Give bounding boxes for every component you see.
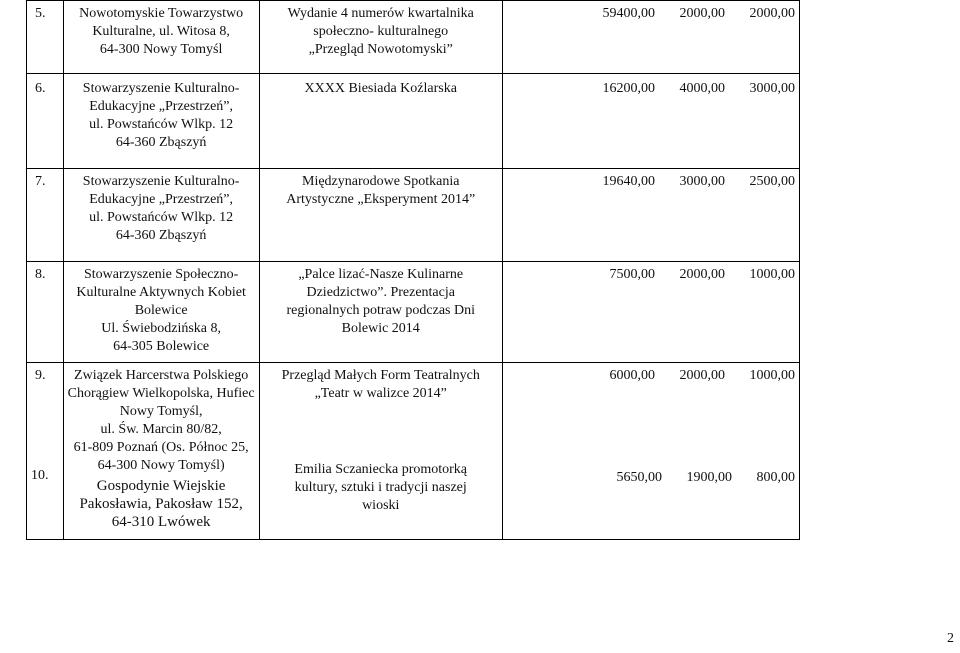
org-line: 64-300 Nowy Tomyśl) [97, 458, 225, 473]
task-line: Wydanie 4 numerów kwartalnika [287, 6, 474, 21]
task-cell [259, 1, 502, 74]
org-line: Pakosławia, Pakosław 152, [79, 496, 243, 512]
requested-amount: 4000,00 [679, 81, 725, 96]
org-line: Stowarzyszenie Kulturalno- [82, 81, 240, 96]
organization-cell [63, 169, 259, 262]
table-row [27, 169, 800, 262]
granted-amount: 2500,00 [749, 174, 795, 189]
organization-cell [63, 1, 259, 74]
task-line: kultury, sztuki i tradycji naszej [294, 480, 467, 495]
amounts-cell [502, 262, 799, 363]
org-line: 61-809 Poznań (Os. Północ 25, [73, 440, 249, 455]
row-number: 9. [35, 368, 46, 383]
task-line: „Przegląd Nowotomyski” [308, 42, 453, 57]
task-cell [259, 262, 502, 363]
table-row [27, 74, 800, 169]
org-line: Stowarzyszenie Kulturalno- [82, 174, 240, 189]
org-line: Bolewice [134, 303, 188, 318]
organization-cell [63, 74, 259, 169]
total-amount: 5650,00 [616, 470, 662, 485]
table-row [27, 262, 800, 363]
org-line: 64-360 Zbąszyń [115, 228, 207, 243]
granted-amount: 1000,00 [749, 267, 795, 282]
total-amount: 19640,00 [602, 174, 655, 189]
task-cell [259, 169, 502, 262]
task-line: „Palce lizać-Nasze Kulinarne [298, 267, 464, 282]
org-line: Ul. Świebodzińska 8, [101, 321, 221, 336]
total-amount: 7500,00 [609, 267, 655, 282]
task-line: wioski [362, 498, 400, 513]
task-cell [259, 363, 502, 540]
total-amount: 6000,00 [609, 368, 655, 383]
org-line: ul. Powstańców Wlkp. 12 [89, 117, 234, 132]
amounts-cell [502, 74, 799, 169]
amounts-cell [502, 1, 799, 74]
grants-table [26, 0, 800, 540]
task-line: Emilia Sczaniecka promotorką [294, 462, 468, 477]
org-line: 64-310 Lwówek [111, 514, 211, 530]
org-line: 64-305 Bolewice [113, 339, 210, 354]
org-line: Edukacyjne „Przestrzeń”, [89, 192, 234, 207]
org-line: Nowotomyskie Towarzystwo [79, 6, 244, 21]
org-line: Związek Harcerstwa Polskiego [74, 368, 249, 383]
org-line: ul. Św. Marcin 80/82, [100, 422, 222, 437]
granted-amount: 2000,00 [749, 6, 795, 21]
org-line: ul. Powstańców Wlkp. 12 [89, 210, 234, 225]
page-number: 2 [947, 631, 954, 646]
task-line: Artystyczne „Eksperyment 2014” [286, 192, 476, 207]
total-amount: 59400,00 [602, 6, 655, 21]
org-line: Chorągiew Wielkopolska, Hufiec [67, 386, 255, 401]
requested-amount: 1900,00 [686, 470, 732, 485]
task-line: Międzynarodowe Spotkania [302, 174, 460, 189]
total-amount: 16200,00 [602, 81, 655, 96]
requested-amount: 2000,00 [679, 267, 725, 282]
requested-amount: 2000,00 [679, 368, 725, 383]
table-row [27, 363, 800, 540]
amounts-cell [502, 363, 799, 540]
organization-cell [63, 262, 259, 363]
org-line: Kulturalne Aktywnych Kobiet [76, 285, 246, 300]
org-line: 64-360 Zbąszyń [115, 135, 207, 150]
row-number: 8. [27, 262, 64, 363]
task-line: Bolewic 2014 [341, 321, 420, 336]
granted-amount: 3000,00 [749, 81, 795, 96]
granted-amount: 1000,00 [749, 368, 795, 383]
org-line: 64-300 Nowy Tomyśl [99, 42, 223, 57]
task-line: „Teatr w walizce 2014” [314, 386, 447, 401]
organization-cell [63, 363, 259, 540]
requested-amount: 3000,00 [679, 174, 725, 189]
row-number: 10. [31, 468, 49, 483]
row-number: 7. [27, 169, 64, 262]
table-row [27, 1, 800, 74]
org-line: Nowy Tomyśl, [119, 404, 203, 419]
task-line: regionalnych potraw podczas Dni [286, 303, 476, 318]
org-line: Gospodynie Wiejskie [96, 478, 226, 494]
org-line: Edukacyjne „Przestrzeń”, [89, 99, 234, 114]
task-cell [259, 74, 502, 169]
row-number: 5. [27, 1, 64, 74]
task-line: społeczno- kulturalnego [313, 24, 449, 39]
requested-amount: 2000,00 [679, 6, 725, 21]
task-line: XXXX Biesiada Koźlarska [304, 81, 457, 96]
amounts-cell [502, 169, 799, 262]
row-number: 6. [27, 74, 64, 169]
row-number-cell [27, 363, 64, 540]
task-line: Dziedzictwo”. Prezentacja [306, 285, 455, 300]
org-line: Stowarzyszenie Społeczno- [83, 267, 239, 282]
task-line: Przegląd Małych Form Teatralnych [281, 368, 480, 383]
granted-amount: 800,00 [756, 470, 795, 485]
org-line: Kulturalne, ul. Witosa 8, [92, 24, 230, 39]
